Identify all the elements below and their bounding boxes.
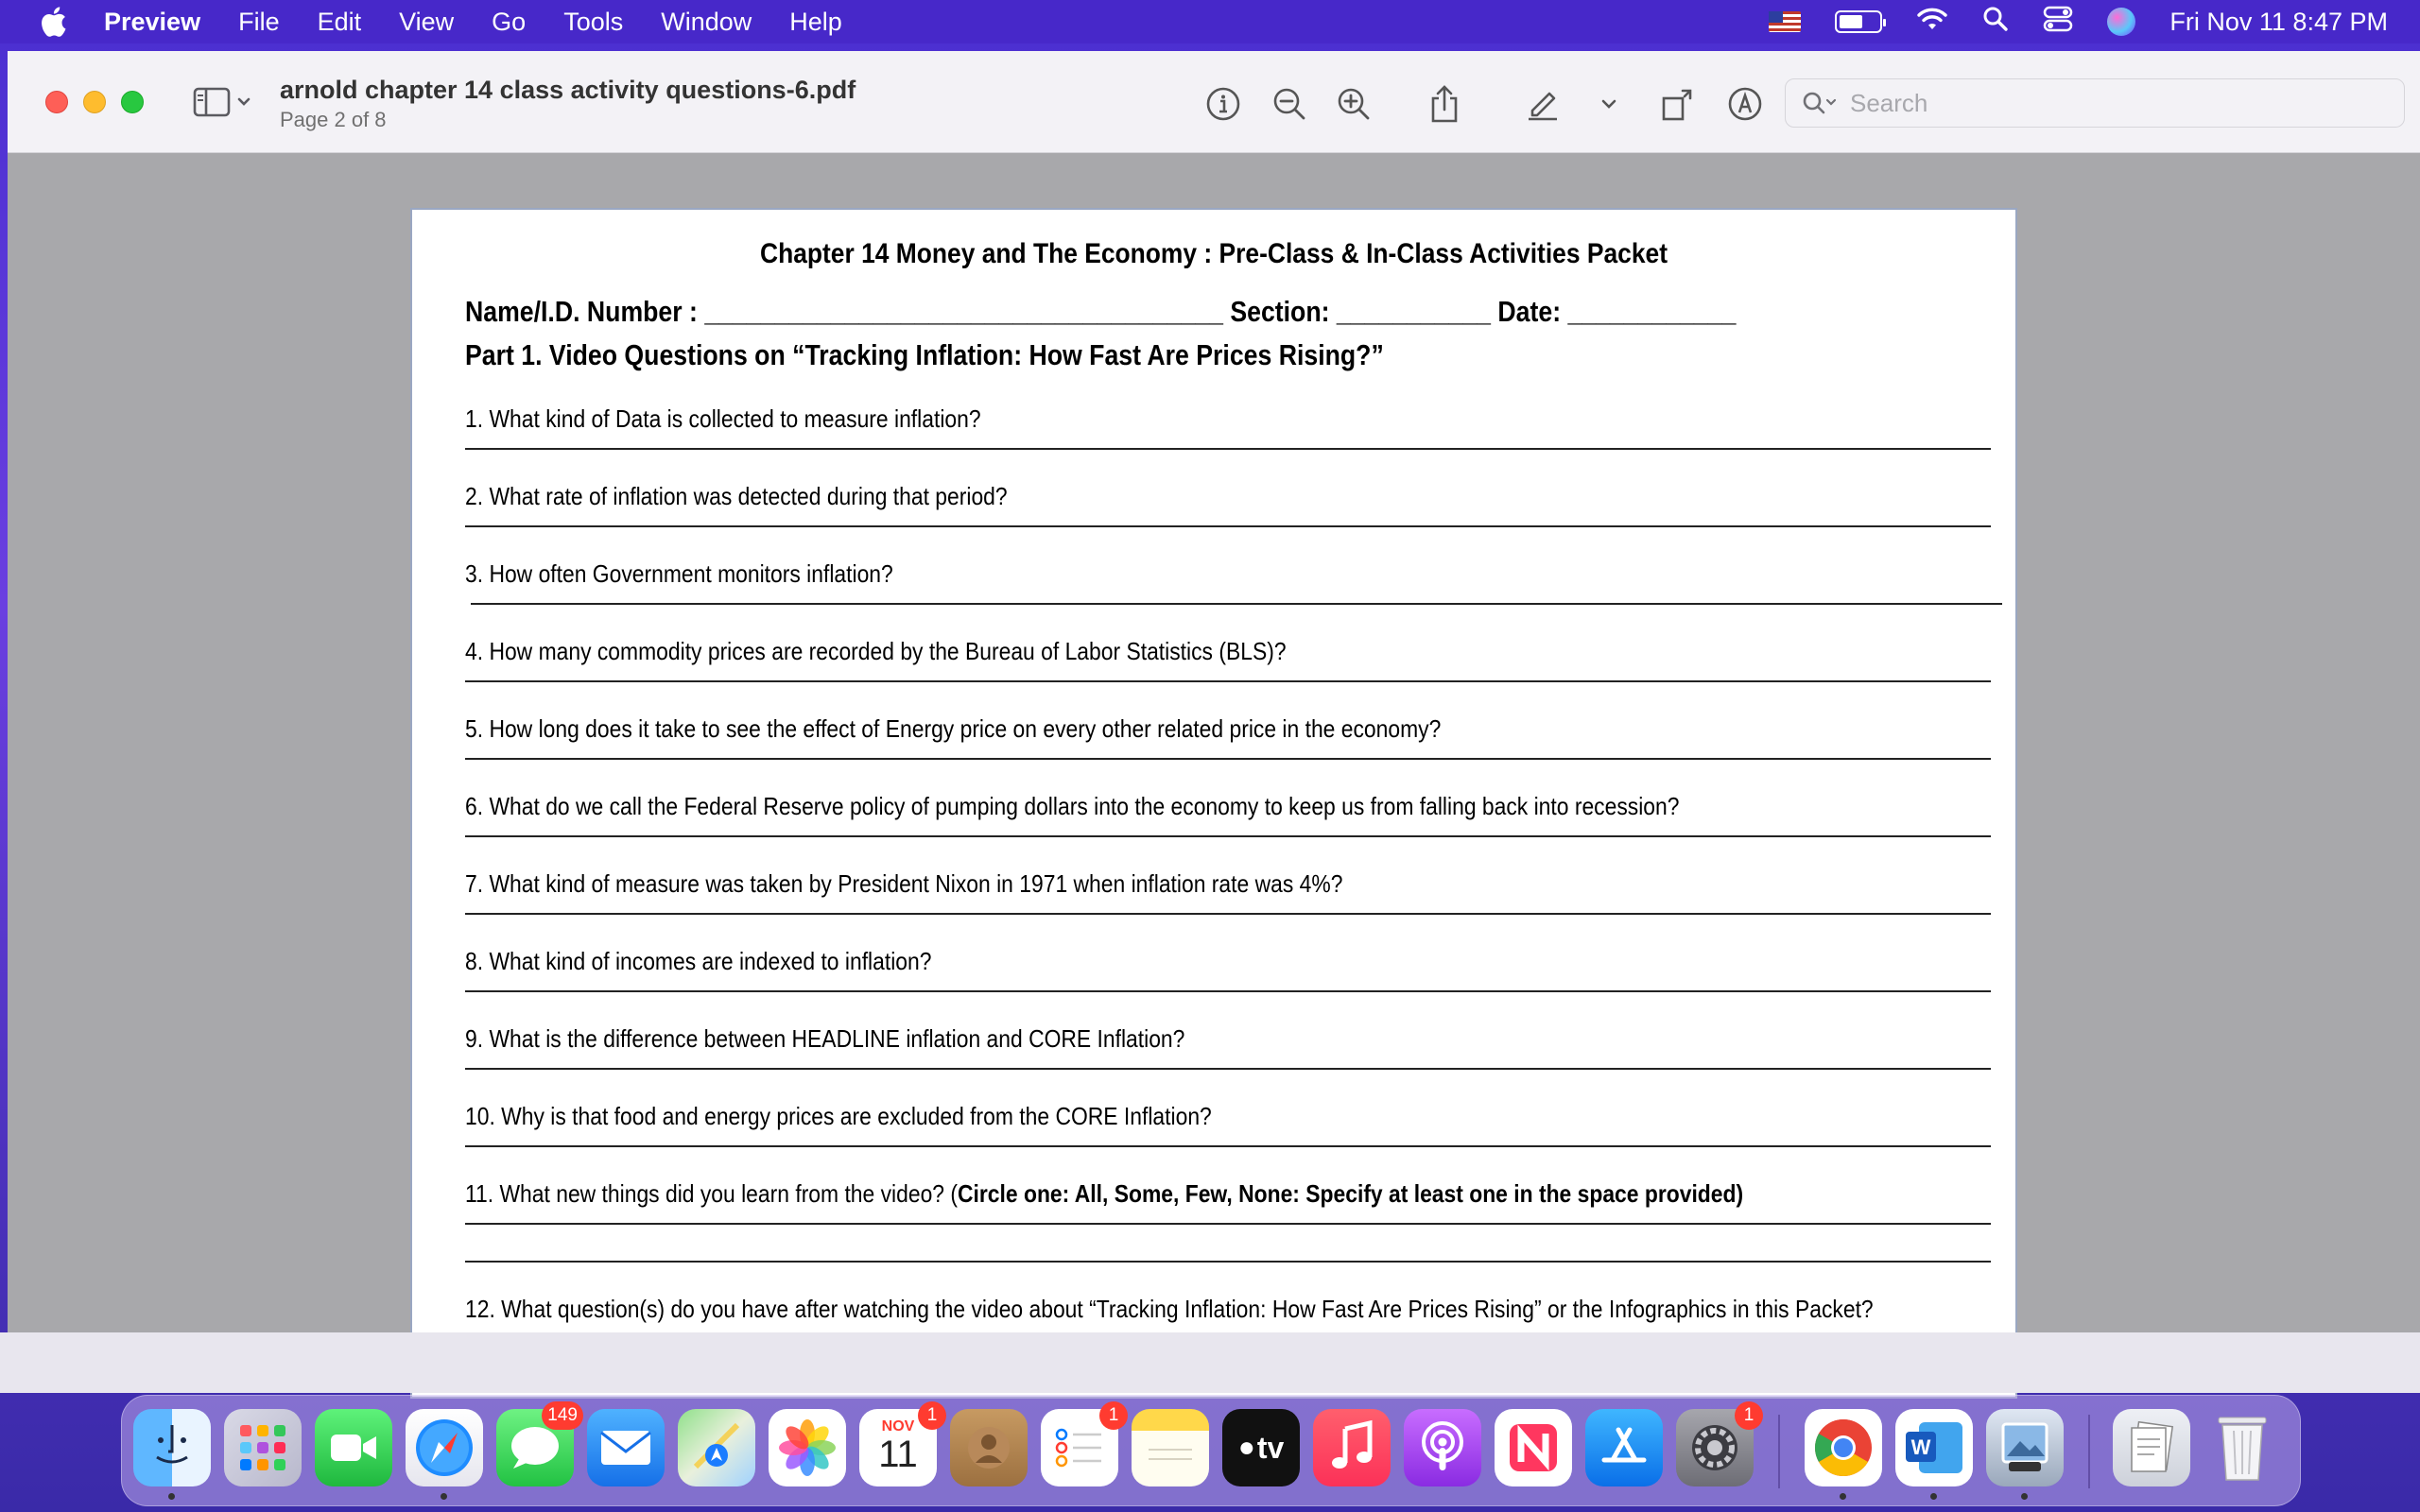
question-11 bbox=[465, 1179, 1743, 1209]
preview-icon[interactable] bbox=[1986, 1409, 2064, 1486]
menu-bar bbox=[0, 0, 2420, 43]
highlight-options-chevron-down-icon[interactable] bbox=[1588, 83, 1630, 125]
photos-icon[interactable] bbox=[769, 1409, 846, 1486]
chrome-icon[interactable] bbox=[1805, 1409, 1882, 1486]
input-source-flag-icon[interactable] bbox=[1769, 11, 1801, 32]
maps-icon[interactable] bbox=[678, 1409, 755, 1486]
running-indicator bbox=[168, 1493, 175, 1500]
running-indicator bbox=[441, 1493, 447, 1500]
menu-help[interactable]: Help bbox=[789, 7, 842, 36]
answer-line bbox=[465, 680, 1991, 682]
running-indicator bbox=[2021, 1493, 2028, 1500]
document-title: arnold chapter 14 class activity questions-6.pdf bbox=[280, 76, 856, 104]
wifi-icon[interactable] bbox=[1916, 7, 1948, 38]
answer-line bbox=[465, 990, 1991, 992]
podcasts-icon[interactable] bbox=[1404, 1409, 1481, 1486]
trash-icon[interactable] bbox=[2204, 1409, 2281, 1486]
window-bottom-strip bbox=[0, 1332, 2420, 1393]
rotate-icon[interactable] bbox=[1658, 83, 1700, 125]
question-6: 6. What do we call the Federal Reserve policy of pumping dollars into the economy to keep us from falling back into recession? bbox=[465, 792, 1680, 820]
music-icon[interactable] bbox=[1313, 1409, 1391, 1486]
contacts-icon[interactable] bbox=[950, 1409, 1028, 1486]
dock-separator bbox=[2088, 1415, 2090, 1488]
apple-tv-icon[interactable] bbox=[1222, 1409, 1300, 1486]
reminders-badge: 1 bbox=[1099, 1401, 1128, 1430]
answer-line bbox=[465, 758, 1991, 760]
calendar-icon[interactable] bbox=[859, 1405, 938, 1486]
answer-line bbox=[465, 1145, 1991, 1147]
highlight-pen-icon[interactable] bbox=[1522, 83, 1564, 125]
question-8: 8. What kind of incomes are indexed to inflation? bbox=[465, 947, 932, 975]
question-7: 7. What kind of measure was taken by President Nixon in 1971 when inflation rate was 4%? bbox=[465, 869, 1343, 898]
question-10: 10. Why is that food and energy prices are excluded from the CORE Inflation? bbox=[465, 1102, 1212, 1130]
answer-line bbox=[471, 603, 2002, 605]
zoom-in-icon[interactable] bbox=[1333, 83, 1374, 125]
part-1-title: Part 1. Video Questions on “Tracking Inflation: How Fast Are Prices Rising?” bbox=[465, 338, 1384, 371]
document-viewer[interactable] bbox=[8, 153, 2420, 1332]
question-11-instruction: Circle one: All, Some, Few, None: Specify at least one in the space provided) bbox=[958, 1179, 1744, 1208]
finder-icon[interactable] bbox=[133, 1409, 211, 1486]
safari-icon[interactable] bbox=[406, 1409, 483, 1486]
answer-line bbox=[465, 448, 1991, 450]
question-9: 9. What is the difference between HEADLINE inflation and CORE Inflation? bbox=[465, 1024, 1185, 1053]
battery-icon[interactable] bbox=[1835, 10, 1882, 33]
page-indicator: Page 2 of 8 bbox=[280, 108, 387, 131]
zoom-window-button[interactable] bbox=[121, 91, 144, 113]
apple-menu-icon[interactable] bbox=[34, 3, 72, 41]
microsoft-word-icon[interactable] bbox=[1895, 1409, 1973, 1486]
app-store-icon[interactable] bbox=[1585, 1409, 1663, 1486]
answer-line bbox=[465, 913, 1991, 915]
zoom-out-icon[interactable] bbox=[1269, 83, 1310, 125]
pdf-page bbox=[410, 208, 2017, 1399]
apple-tv-logo-icon: ● bbox=[1237, 1432, 1255, 1463]
answer-line bbox=[465, 1223, 1991, 1225]
launchpad-icon[interactable] bbox=[224, 1409, 302, 1486]
documents-stack-icon[interactable] bbox=[2113, 1409, 2190, 1486]
search-icon bbox=[1801, 90, 1839, 116]
answer-line bbox=[465, 1068, 1991, 1070]
mail-icon[interactable] bbox=[587, 1409, 665, 1486]
minimize-window-button[interactable] bbox=[83, 91, 106, 113]
info-icon[interactable] bbox=[1202, 83, 1244, 125]
dock-separator bbox=[1778, 1415, 1780, 1488]
messages-unread-badge: 149 bbox=[542, 1401, 583, 1430]
search-input[interactable] bbox=[1850, 89, 2379, 118]
svg-text:W: W bbox=[1910, 1435, 1931, 1459]
running-indicator bbox=[1930, 1493, 1937, 1500]
menu-file[interactable]: File bbox=[238, 7, 280, 36]
search-field[interactable] bbox=[1785, 78, 2405, 128]
reminders-icon[interactable] bbox=[1041, 1405, 1119, 1486]
spotlight-search-icon[interactable] bbox=[1982, 6, 2009, 39]
question-4: 4. How many commodity prices are recorded by the Bureau of Labor Statistics (BLS)? bbox=[465, 637, 1287, 665]
question-3: 3. How often Government monitors inflation? bbox=[465, 559, 893, 588]
messages-icon[interactable] bbox=[496, 1405, 578, 1486]
answer-line bbox=[465, 525, 1991, 527]
menu-bar-clock[interactable]: Fri Nov 11 8:47 PM bbox=[2169, 7, 2388, 36]
window-toolbar bbox=[8, 51, 2420, 153]
preview-window bbox=[8, 51, 2420, 1332]
siri-icon[interactable] bbox=[2107, 8, 2135, 36]
notes-icon[interactable] bbox=[1132, 1409, 1209, 1486]
dock bbox=[121, 1395, 2301, 1506]
question-2: 2. What rate of inflation was detected during that period? bbox=[465, 482, 1008, 510]
menu-go[interactable]: Go bbox=[492, 7, 527, 36]
settings-badge: 1 bbox=[1735, 1401, 1763, 1430]
system-settings-icon[interactable] bbox=[1676, 1405, 1754, 1486]
calendar-day: 11 bbox=[878, 1434, 918, 1475]
menu-tools[interactable]: Tools bbox=[563, 7, 624, 36]
facetime-icon[interactable] bbox=[315, 1409, 392, 1486]
news-icon[interactable] bbox=[1495, 1409, 1572, 1486]
answer-line bbox=[465, 1261, 1991, 1263]
question-11-text: 11. What new things did you learn from the video? ( bbox=[465, 1179, 959, 1208]
question-12: 12. What question(s) do you have after watching the video about “Tracking Inflation: How Fast Are Prices Rising” or the Infographics in this Packet? bbox=[465, 1295, 1874, 1323]
apple-tv-label: tv bbox=[1256, 1430, 1285, 1465]
close-window-button[interactable] bbox=[45, 91, 68, 113]
menu-view[interactable]: View bbox=[399, 7, 455, 36]
markup-icon[interactable] bbox=[1724, 83, 1766, 125]
menu-window[interactable]: Window bbox=[661, 7, 752, 36]
share-icon[interactable] bbox=[1424, 83, 1465, 125]
control-center-icon[interactable] bbox=[2043, 5, 2073, 40]
menu-app-name[interactable]: Preview bbox=[104, 7, 201, 36]
sidebar-toggle-button[interactable] bbox=[193, 85, 253, 119]
answer-line bbox=[465, 835, 1991, 837]
name-id-section-date-line: Name/I.D. Number : _____________________________________ Section: ___________ Date: ____________ bbox=[465, 295, 1737, 328]
calendar-month: NOV bbox=[881, 1418, 915, 1435]
question-5: 5. How long does it take to see the effect of Energy price on every other related price in the economy? bbox=[465, 714, 1442, 743]
running-indicator bbox=[1840, 1493, 1846, 1500]
calendar-badge: 1 bbox=[918, 1401, 946, 1430]
document-heading: Chapter 14 Money and The Economy : Pre-Class & In-Class Activities Packet bbox=[760, 238, 1668, 269]
question-1: 1. What kind of Data is collected to measure inflation? bbox=[465, 404, 981, 433]
menu-edit[interactable]: Edit bbox=[317, 7, 362, 36]
